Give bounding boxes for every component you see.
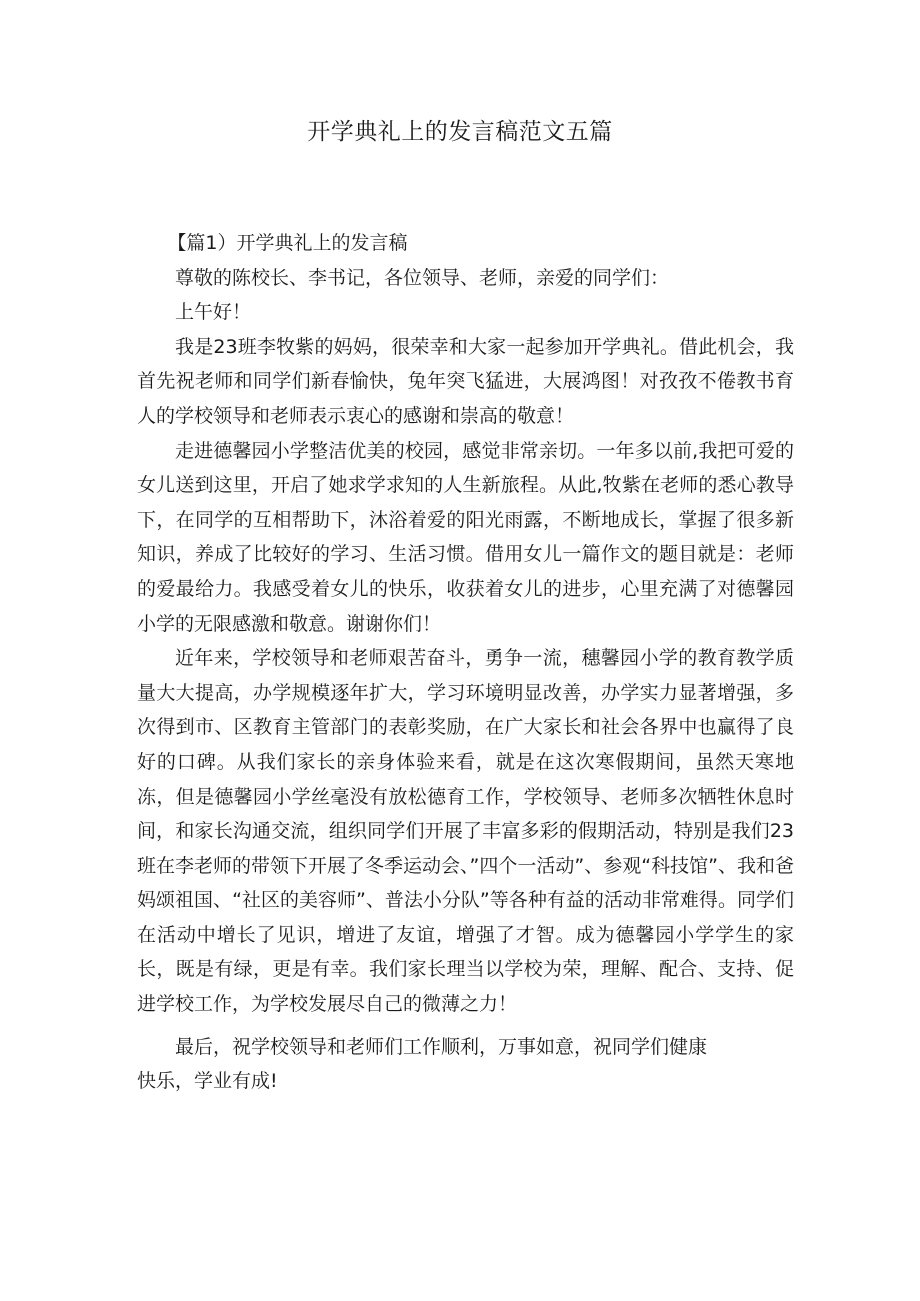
closing-line-2: 快乐，学业有成! — [137, 1070, 278, 1093]
document-title: 开学典礼上的发言稿范文五篇 — [307, 119, 613, 145]
paragraph-intro: 我是23班李牧紫的妈妈，很荣幸和大家一起参加开学典礼。借此机会，我首先祝老师和同学们新春愉快，兔年突飞猛进，大展鸿图！对孜孜不倦教书育人的学校领导和老师表示衷心的感谢和崇高的敬意！ — [137, 335, 794, 427]
closing-paragraph — [137, 1030, 794, 1099]
closing-line-1: 最后，祝学校领导和老师们工作顺利，万事如意，祝同学们健康 — [175, 1035, 708, 1058]
document-body — [137, 226, 794, 1099]
greeting: 上午好！ — [175, 301, 252, 324]
salutation: 尊敬的陈校长、李书记，各位领导、老师，亲爱的同学们： — [175, 266, 670, 289]
section-heading: 【篇1）开学典礼上的发言稿 — [167, 232, 408, 254]
paragraph-achievements: 近年来，学校领导和老师艰苦奋斗，勇争一流，穗馨园小学的教育教学质量大大提高，办学规模逐年扩大，学习环境明显改善，办学实力显著增强，多次得到市、区教育主管部门的表彰奖励，在广大家长和社会各界中也赢得了良好的口碑。从我们家长的亲身体验来看，就是在这次寒假期间，虽然天寒地冻，但是德馨园小学丝毫没有放松德育工作，学校领导、老师多次牺牲休息时间，和家长沟通交流，组织同学们开展了丰富多彩的假期活动，特别是我们23班在李老师的带领下开展了冬季运动会、”四个一活动”、参观“科技馆”、我和爸妈颂祖国、“社区的美容师”、普法小分队”等各种有益的活动非常难得。同学们在活动中增长了见识，增进了友谊，增强了才智。成为德馨园小学学生的家长，既是有绿，更是有幸。我们家长理当以学校为荣，理解、配合、支持、促进学校工作，为学校发展尽自己的微薄之力！ — [137, 647, 794, 1016]
paragraph-school: 走进德馨园小学整洁优美的校园，感觉非常亲切。一年多以前,我把可爱的女儿送到这里，开启了她求学求知的人生新旅程。从此,牧紫在老师的悉心教导下，在同学的互相帮助下，沐浴着爱的阳光雨露，不断地成长，掌握了很多新知识，养成了比较好的学习、生活习惯。借用女儿一篇作文的题目就是：老师的爱最给力。我感受着女儿的快乐，收获着女儿的进步，心里充满了对德馨园小学的无限感激和敬意。谢谢你们！ — [137, 439, 794, 635]
